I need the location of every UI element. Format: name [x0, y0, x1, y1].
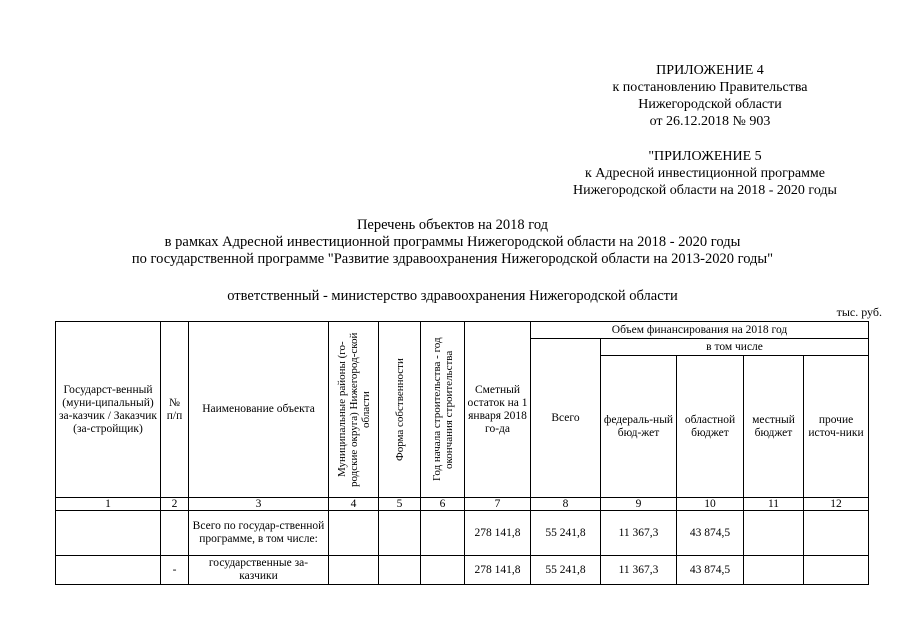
table-row [56, 511, 869, 556]
cell-ownership [379, 556, 421, 585]
header-other: прочие источ-ники [804, 356, 869, 498]
cell-customer [56, 556, 161, 585]
cell-local [744, 511, 804, 556]
col-number: 7 [465, 498, 531, 511]
col-number: 2 [161, 498, 189, 511]
cell-balance: 278 141,8 [465, 511, 531, 556]
cell-customer [56, 511, 161, 556]
title-line-3: по государственной программе "Развитие здравоохранения Нижегородской области на 2013-2020 годы" [131, 251, 774, 267]
appendix-5-line-3: Нижегородской области на 2018 - 2020 годы [573, 183, 837, 198]
cell-districts [329, 511, 379, 556]
header-local: местный бюджет [744, 356, 804, 498]
cell-object-name: Всего по государ-ственной программе, в том числе: [189, 511, 329, 556]
appendix-4-line-1: ПРИЛОЖЕНИЕ 4 [656, 63, 764, 78]
col-number: 12 [804, 498, 869, 511]
document-title [0, 217, 905, 268]
col-number: 8 [531, 498, 601, 511]
appendix-5-line-2: к Адресной инвестиционной программе [584, 166, 826, 181]
appendix-4-line-2: к постановлению Правительства [612, 80, 808, 95]
cell-total: 55 241,8 [531, 511, 601, 556]
col-number: 5 [379, 498, 421, 511]
header-districts [329, 322, 379, 498]
appendix-5-line-1: "ПРИЛОЖЕНИЕ 5 [648, 149, 762, 164]
appendix-5-header [540, 148, 870, 199]
appendix-4-line-3: Нижегородской области [638, 97, 782, 112]
title-line-2: в рамках Адресной инвестиционной программы Нижегородской области на 2018 - 2020 годы [164, 234, 741, 250]
cell-districts [329, 556, 379, 585]
cell-total: 55 241,8 [531, 556, 601, 585]
cell-regional: 43 874,5 [677, 556, 744, 585]
header-districts-text: Муниципальные районы (го-родские округа) Нижегород-ской области [335, 332, 372, 487]
col-number: 10 [677, 498, 744, 511]
units-label: тыс. руб. [836, 305, 882, 319]
cell-federal: 11 367,3 [601, 556, 677, 585]
header-number: № п/п [161, 322, 189, 498]
header-years-text: Год начала строительства - год окончания строительства [430, 337, 455, 482]
header-funding-group: Объем финансирования на 2018 год [531, 322, 869, 339]
cell-regional: 43 874,5 [677, 511, 744, 556]
cell-object-name: государственные за-казчики [189, 556, 329, 585]
cell-other [804, 511, 869, 556]
title-line-1: Перечень объектов на 2018 год [356, 217, 549, 233]
cell-other [804, 556, 869, 585]
col-number: 3 [189, 498, 329, 511]
header-years [421, 322, 465, 498]
col-number: 11 [744, 498, 804, 511]
header-regional: областной бюджет [677, 356, 744, 498]
col-number: 4 [329, 498, 379, 511]
cell-years [421, 556, 465, 585]
header-ownership-text: Форма собственности [393, 358, 406, 461]
header-total: Всего [531, 339, 601, 498]
cell-number: - [161, 556, 189, 585]
appendix-4-line-4: от 26.12.2018 № 903 [649, 114, 771, 129]
header-including: в том числе [601, 339, 869, 356]
header-object-name: Наименование объекта [189, 322, 329, 498]
cell-number [161, 511, 189, 556]
header-balance: Сметный остаток на 1 января 2018 го-да [465, 322, 531, 498]
table-row [56, 556, 869, 585]
cell-balance: 278 141,8 [465, 556, 531, 585]
objects-table [55, 321, 869, 585]
appendix-4-header [560, 62, 860, 130]
col-number: 1 [56, 498, 161, 511]
header-federal: федераль-ный бюд-жет [601, 356, 677, 498]
col-number: 9 [601, 498, 677, 511]
cell-years [421, 511, 465, 556]
cell-local [744, 556, 804, 585]
cell-ownership [379, 511, 421, 556]
col-number: 6 [421, 498, 465, 511]
cell-federal: 11 367,3 [601, 511, 677, 556]
responsible-ministry: ответственный - министерство здравоохранения Нижегородской области [227, 288, 678, 304]
header-row-1 [56, 322, 869, 339]
header-customer: Государст-венный (муни-ципальный) за-казчик / Заказчик (за-стройщик) [56, 322, 161, 498]
header-ownership [379, 322, 421, 498]
column-number-row [56, 498, 869, 511]
